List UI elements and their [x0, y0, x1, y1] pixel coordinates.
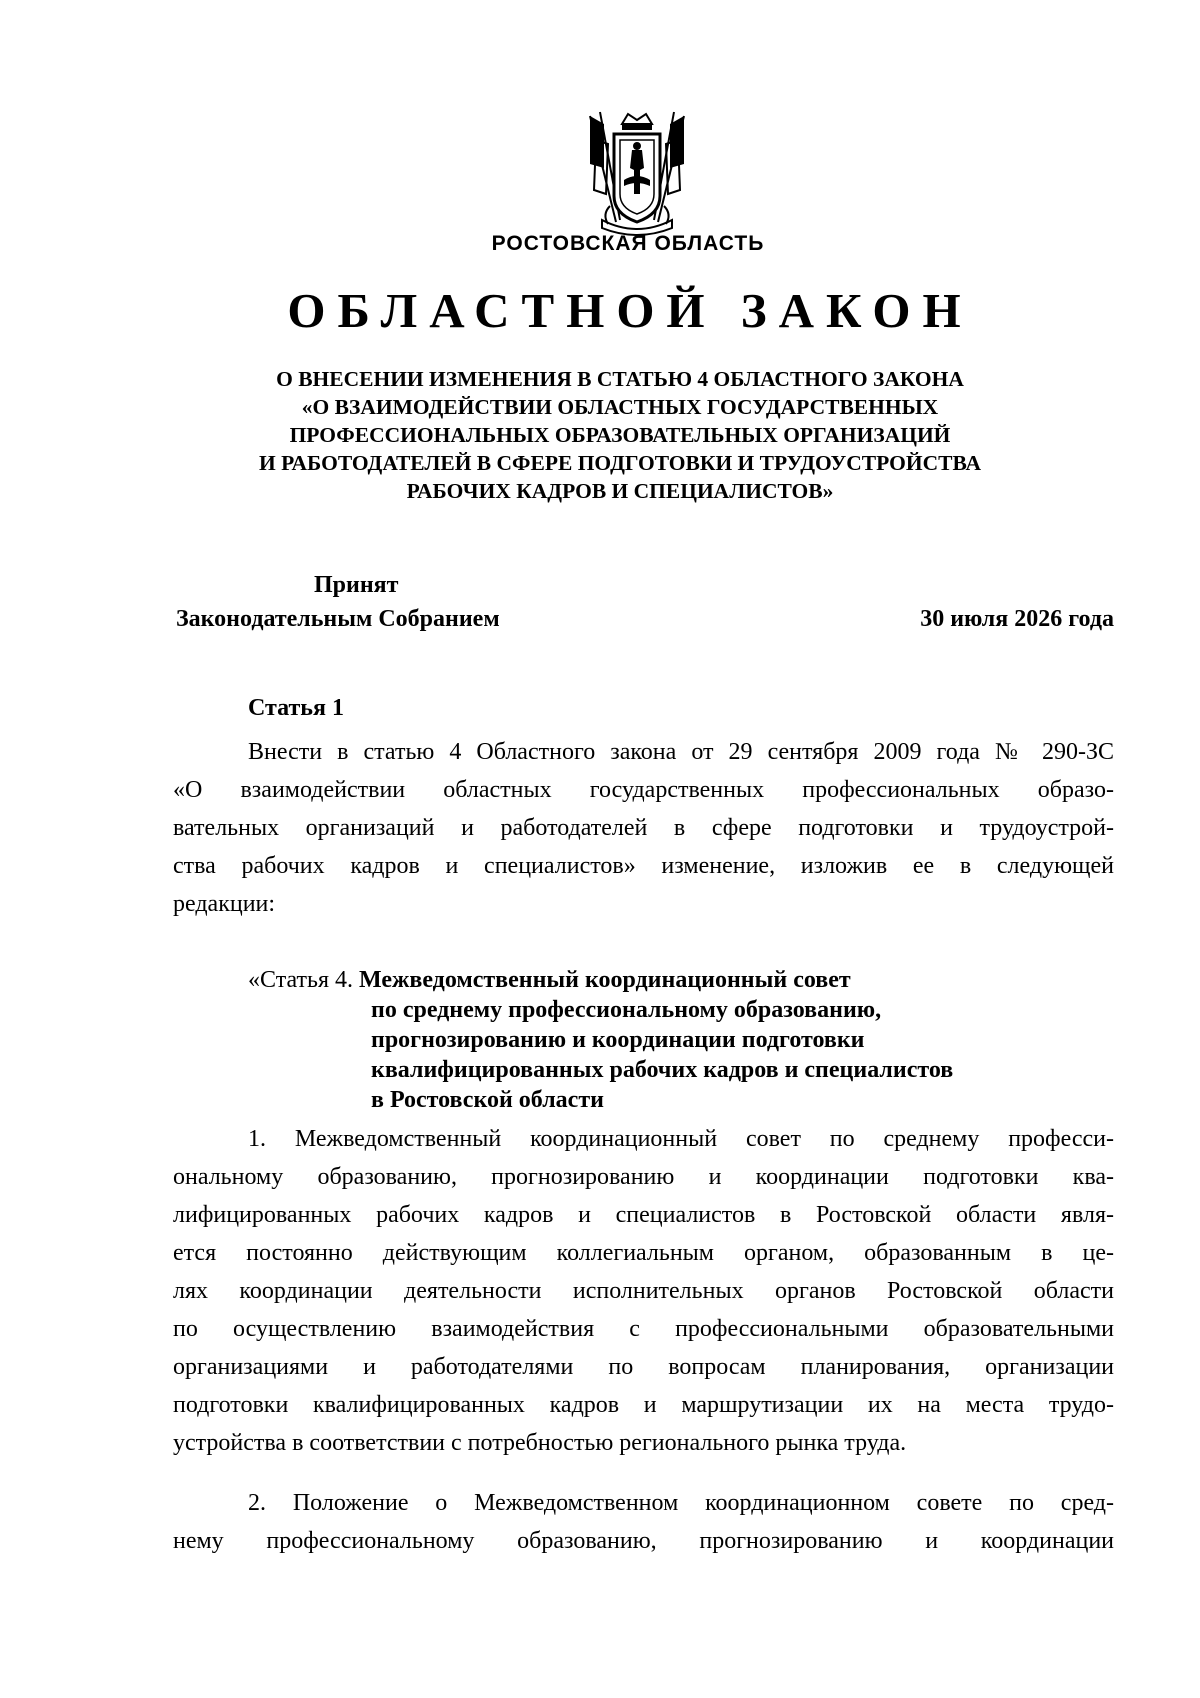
paragraph-line: 1. Межведомственный координационный совет по среднему професси-	[248, 1126, 1114, 1152]
law-title-line: «О ВЗАИМОДЕЙСТВИИ ОБЛАСТНЫХ ГОСУДАРСТВЕННЫХ	[301, 395, 939, 419]
article-1-heading: Статья 1	[248, 695, 344, 721]
paragraph-line: «О взаимодействии областных государственных профессиональных образо-	[173, 777, 1114, 803]
region-name: РОСТОВСКАЯ ОБЛАСТЬ	[491, 232, 765, 255]
article-4-prefix: «Статья 4.	[248, 967, 353, 993]
adoption-label-line1: Принят	[314, 572, 399, 598]
article-4-paragraph-1	[173, 1120, 1114, 1462]
paragraph-line: Внести в статью 4 Областного закона от 29 сентября 2009 года № 290-ЗС	[248, 739, 1114, 765]
coat-of-arms-emblem	[582, 110, 692, 238]
paragraph-line: по осуществлению взаимодействия с профессиональными образовательными	[173, 1316, 1114, 1342]
paragraph-line: ства рабочих кадров и специалистов» изменение, изложив ее в следующей	[173, 853, 1114, 879]
law-title-line: РАБОЧИХ КАДРОВ И СПЕЦИАЛИСТОВ»	[406, 479, 834, 503]
law-title-line: И РАБОТОДАТЕЛЕЙ В СФЕРЕ ПОДГОТОВКИ И ТРУДОУСТРОЙСТВА	[259, 451, 981, 475]
paragraph-line: подготовки квалифицированных кадров и маршрутизации их на места трудо-	[173, 1392, 1114, 1418]
article-4-title-line: по среднему профессиональному образованию,	[371, 997, 882, 1023]
paragraph-line: редакции:	[173, 891, 276, 917]
article-4-heading	[248, 965, 953, 1115]
paragraph-line: организациями и работодателями по вопросам планирования, организации	[173, 1354, 1114, 1380]
paragraph-line: 2. Положение о Межведомственном координационном совете по сред-	[248, 1490, 1114, 1516]
article-4-title-line: Межведомственный координационный совет	[358, 967, 851, 993]
law-title	[120, 365, 1120, 505]
paragraph-line: лях координации деятельности исполнительных органов Ростовской области	[173, 1278, 1114, 1304]
paragraph-line: ональному образованию, прогнозированию и координации подготовки ква-	[173, 1164, 1114, 1190]
paragraph-line: устройства в соответствии с потребностью регионального рынка труда.	[173, 1430, 907, 1456]
adoption-label	[176, 568, 500, 636]
paragraph-line: вательных организаций и работодателей в сфере подготовки и трудоустрой-	[173, 815, 1114, 841]
paragraph-line: нему профессиональному образованию, прогнозированию и координации	[173, 1528, 1114, 1554]
article-4-title-line: квалифицированных рабочих кадров и специалистов	[371, 1057, 954, 1083]
document-type-heading: ОБЛАСТНОЙ ЗАКОН	[287, 283, 973, 338]
article-4-title-line: в Ростовской области	[371, 1087, 604, 1113]
adoption-label-line2: Законодательным Собранием	[176, 606, 500, 632]
law-title-line: О ВНЕСЕНИИ ИЗМЕНЕНИЯ В СТАТЬЮ 4 ОБЛАСТНОГО ЗАКОНА	[276, 367, 964, 391]
paragraph-line: ется постоянно действующим коллегиальным органом, образованным в це-	[173, 1240, 1114, 1266]
adoption-date: 30 июля 2026 года	[920, 606, 1114, 632]
article-4-title-line: прогнозированию и координации подготовки	[371, 1027, 865, 1053]
paragraph-line: лифицированных рабочих кадров и специалистов в Ростовской области явля-	[173, 1202, 1114, 1228]
article-4-paragraph-2	[173, 1484, 1114, 1560]
law-title-line: ПРОФЕССИОНАЛЬНЫХ ОБРАЗОВАТЕЛЬНЫХ ОРГАНИЗАЦИЙ	[289, 423, 951, 447]
article-1-paragraph	[173, 733, 1114, 923]
